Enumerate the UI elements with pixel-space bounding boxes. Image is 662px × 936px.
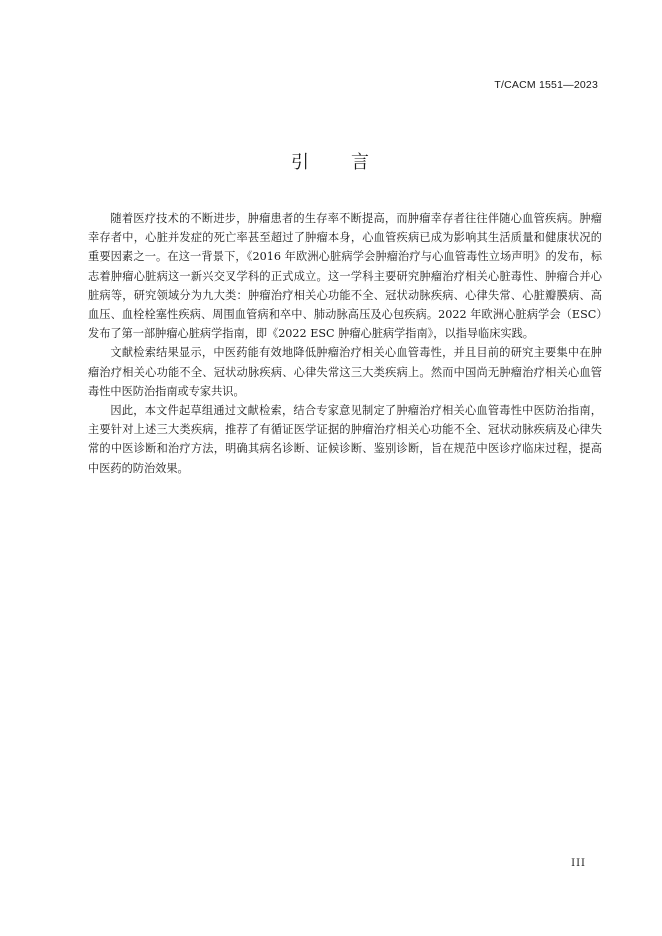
introduction-body	[88, 209, 602, 478]
paragraph-2: 文献检索结果显示，中医药能有效地降低肿瘤治疗相关心血管毒性，并且目前的研究主要集中在肿瘤治疗相关心功能不全、冠状动脉疾病、心律失常这三大类疾病上。然而中国尚无肿瘤治疗相关心血管毒性中医防治指南或专家共识。	[88, 346, 602, 398]
standard-code: T/CACM 1551—2023	[494, 79, 598, 91]
paragraph-1: 随着医疗技术的不断进步，肿瘤患者的生存率不断提高，而肿瘤幸存者往往伴随心血管疾病。肿瘤幸存者中，心脏并发症的死亡率甚至超过了肿瘤本身，心血管疾病已成为影响其生活质量和健康状况的重要因素之一。在这一背景下，《2016 年欧洲心脏病学会肿瘤治疗与心血管毒性立场声明》的发布，标志着肿瘤心脏病这一新兴交叉学科的正式成立。这一学科主要研究肿瘤治疗相关心脏毒性、肿瘤合并心脏病等，研究领域分为九大类：肿瘤治疗相关心功能不全、冠状动脉疾病、心律失常、心脏瓣膜病、高血压、血栓栓塞性疾病、周围血管病和卒中、肺动脉高压及心包疾病。2022 年欧洲心脏病学会（ESC）发布了第一部肿瘤心脏病学指南，即《2022 ESC 肿瘤心脏病学指南》，以指导临床实践。	[88, 212, 602, 341]
page-number: III	[571, 858, 586, 869]
section-title-char-2: 言	[351, 152, 371, 173]
section-title	[0, 148, 662, 174]
paragraph-3: 因此，本文件起草组通过文献检索，结合专家意见制定了肿瘤治疗相关心血管毒性中医防治指南，主要针对上述三大类疾病，推荐了有循证医学证据的肿瘤治疗相关心功能不全、冠状动脉疾病及心律失常的中医诊断和治疗方法，明确其病名诊断、证候诊断、鉴别诊断，旨在规范中医诊疗临床过程，提高中医药的防治效果。	[88, 404, 602, 475]
section-title-char-1: 引	[291, 152, 311, 173]
